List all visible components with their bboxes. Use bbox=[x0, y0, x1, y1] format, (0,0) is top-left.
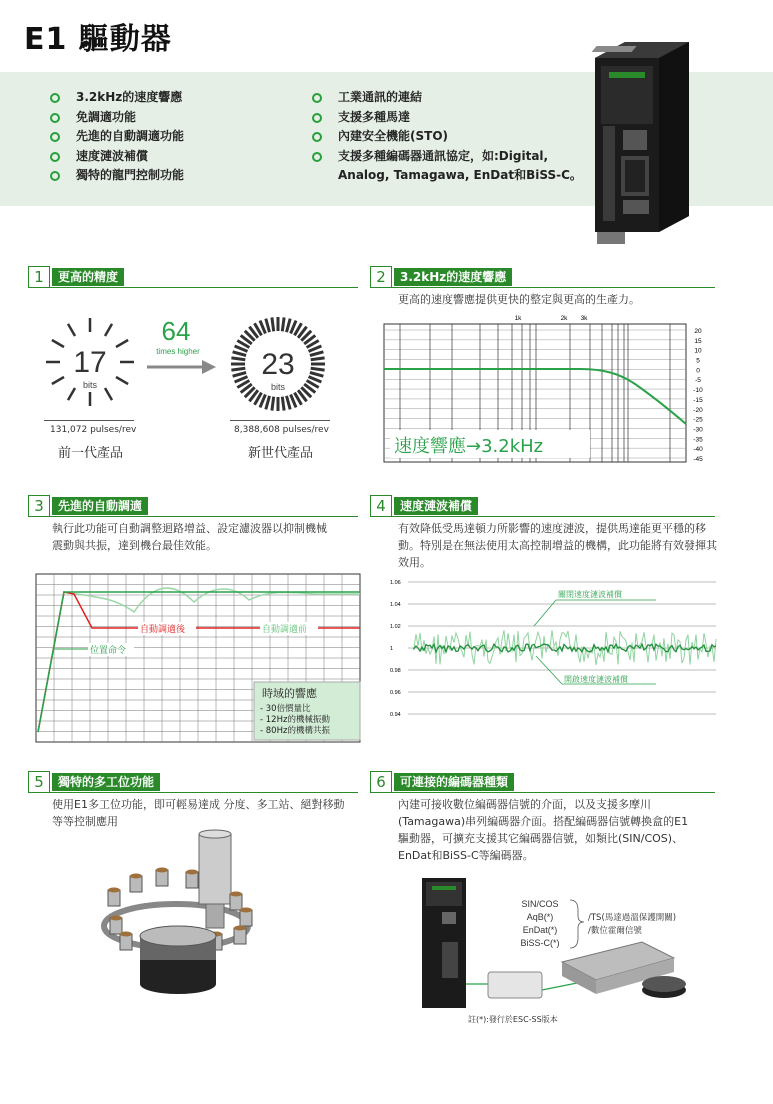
section-desc-line2: (Tamagawa)串列編碼器介面。搭配編碼器信號轉換盒的E1 bbox=[398, 815, 689, 828]
section-title: 更高的精度 bbox=[52, 268, 124, 286]
freq-tick-label: 1k bbox=[514, 315, 522, 322]
peg-top bbox=[156, 868, 168, 873]
info-box-item: - 30倍慣量比 bbox=[260, 704, 311, 714]
encoder-note-2: /數位霍爾信號 bbox=[588, 926, 642, 936]
peg-top bbox=[234, 926, 246, 931]
section-desc-line4: EnDat和BiSS-C等編碼器。 bbox=[398, 849, 534, 862]
y-tick-label: 1.02 bbox=[390, 624, 401, 630]
section-title: 3.2kHz的速度響應 bbox=[394, 268, 512, 286]
dial-tick bbox=[233, 352, 247, 356]
feature-item bbox=[312, 127, 582, 147]
arrow-head-icon bbox=[202, 360, 216, 374]
feature-label: 獨特的龍門控制功能 bbox=[76, 168, 185, 182]
brace bbox=[570, 900, 584, 948]
label-ripple-off: 關閉速度漣波補償 bbox=[558, 590, 622, 599]
section-number: 3 bbox=[28, 495, 50, 517]
encoder-type: AqB(*) bbox=[526, 912, 554, 922]
encoder-connection-diagram bbox=[412, 872, 712, 1017]
section-rule bbox=[28, 792, 358, 793]
label-command: 位置命令 bbox=[90, 646, 127, 656]
db-tick-label: 0 bbox=[696, 367, 700, 375]
section-desc-line1: 使用E1多工位功能，即可輕易達成 分度、多工站、絕對移動 bbox=[52, 798, 345, 811]
db-tick-label: -40 bbox=[693, 446, 703, 454]
section-desc-line1: 執行此功能可自動調整迴路增益、設定濾波器以抑制機械 bbox=[52, 522, 327, 535]
feature-item bbox=[50, 88, 184, 108]
old-bits-value: 17 bbox=[73, 346, 107, 379]
section-rule bbox=[370, 792, 715, 793]
bullet-circle-icon bbox=[50, 113, 60, 123]
encoder-note-1: /TS(馬達過溫保護開關) bbox=[588, 913, 677, 923]
old-caption: 前一代產品 bbox=[58, 446, 124, 461]
section-rule bbox=[370, 516, 715, 517]
feature-label: 支援多種編碼器通訊協定，如:Digital, bbox=[338, 148, 549, 163]
feature-item bbox=[312, 147, 582, 167]
feature-label: Analog, Tamagawa, EnDat和BiSS-C。 bbox=[338, 168, 582, 182]
multiplier-note: times higher bbox=[156, 347, 200, 356]
dial-tick bbox=[272, 317, 274, 331]
new-bits-unit: bits bbox=[270, 382, 286, 392]
feature-label: 工業通訊的連結 bbox=[338, 90, 423, 104]
feature-label: 先進的自動調適功能 bbox=[76, 129, 185, 143]
section-title: 速度漣波補償 bbox=[394, 497, 478, 515]
dial-tick bbox=[266, 396, 270, 410]
y-tick-label: 0.96 bbox=[390, 690, 401, 696]
section-title: 先進的自動調適 bbox=[52, 497, 148, 515]
bullet-circle-icon bbox=[50, 152, 60, 162]
peg-top bbox=[120, 932, 132, 937]
feature-item bbox=[312, 166, 582, 186]
peg-top bbox=[240, 908, 252, 913]
dial-tick bbox=[68, 324, 75, 336]
dial-tick bbox=[287, 396, 291, 410]
feature-label: 速度漣波補償 bbox=[76, 148, 149, 163]
y-tick-label: 1.06 bbox=[390, 580, 401, 586]
feature-list-right bbox=[312, 88, 582, 186]
y-tick-label: 0.94 bbox=[390, 712, 401, 718]
bode-chart bbox=[380, 312, 710, 472]
section-rule bbox=[370, 287, 715, 288]
resolution-diagram bbox=[44, 312, 344, 417]
dial-tick bbox=[266, 319, 270, 333]
dial-tick bbox=[105, 324, 112, 336]
bullet-circle-icon bbox=[50, 132, 60, 142]
feature-list-left bbox=[50, 88, 184, 186]
y-tick-label: 1 bbox=[390, 646, 394, 652]
new-pulses: 8,388,608 pulses/rev bbox=[234, 425, 329, 435]
dial-tick bbox=[231, 358, 245, 360]
feature-item bbox=[312, 108, 582, 128]
bullet-circle-icon bbox=[312, 152, 322, 162]
feature-item bbox=[50, 127, 184, 147]
dial-tick bbox=[105, 388, 112, 400]
section-number: 5 bbox=[28, 771, 50, 793]
freq-tick-label: 2k bbox=[560, 315, 568, 322]
peg-top bbox=[130, 874, 142, 879]
drive-product-image bbox=[585, 36, 695, 248]
info-box-title: 時域的響應 bbox=[262, 687, 317, 700]
db-tick-label: 10 bbox=[694, 347, 702, 355]
db-tick-label: 15 bbox=[694, 337, 702, 345]
section-desc-line3: 效用。 bbox=[398, 556, 431, 569]
dial-tick bbox=[311, 358, 325, 360]
label-after: 自動調適後 bbox=[140, 625, 186, 635]
label-before: 自動調適前 bbox=[262, 625, 308, 635]
bode-label: 速度響應→3.2kHz bbox=[394, 436, 544, 457]
section-desc-line2: 震動與共振，達到機台最佳效能。 bbox=[52, 539, 217, 552]
bullet-circle-icon bbox=[312, 113, 322, 123]
db-tick-label: -30 bbox=[693, 426, 703, 434]
section-desc-line1: 內建可接收數位編碼器信號的介面，以及支援多摩川 bbox=[398, 798, 651, 811]
section-desc-line3: 驅動器，可擴充支援其它編碼器信號，如類比(SIN/COS)、 bbox=[398, 832, 684, 845]
new-caption: 新世代產品 bbox=[248, 446, 314, 461]
label-ripple-on: 開啟速度漣波補償 bbox=[564, 675, 628, 684]
feature-label: 內建安全機能(STO) bbox=[338, 129, 448, 143]
dial-tick bbox=[272, 397, 274, 411]
section-number: 1 bbox=[28, 266, 50, 288]
feature-item bbox=[312, 88, 582, 108]
dial-tick bbox=[231, 368, 245, 370]
feature-label: 支援多種馬達 bbox=[338, 109, 411, 124]
multiplier-value: 64 bbox=[161, 316, 191, 346]
divider bbox=[44, 420, 134, 421]
time-response-chart bbox=[34, 572, 362, 744]
section-title: 可連接的編碼器種類 bbox=[394, 773, 514, 791]
section-desc-line1: 有效降低受馬達頓力所影響的速度漣波，提供馬達能更平穩的移 bbox=[398, 522, 706, 535]
peg-top bbox=[186, 870, 198, 875]
section-number: 4 bbox=[370, 495, 392, 517]
bullet-circle-icon bbox=[50, 171, 60, 181]
db-tick-label: -5 bbox=[695, 377, 701, 385]
old-pulses: 131,072 pulses/rev bbox=[50, 425, 137, 435]
dial-tick bbox=[52, 377, 64, 384]
dial-tick bbox=[116, 340, 128, 347]
divider bbox=[230, 420, 330, 421]
section-desc-line2: 動。特別是在無法使用太高控制增益的機構，此功能將有效發揮其 bbox=[398, 539, 717, 552]
peg-top bbox=[108, 888, 120, 893]
encoder-type: SIN/COS bbox=[521, 899, 559, 909]
section-rule bbox=[28, 516, 358, 517]
feature-label: 3.2kHz的速度響應 bbox=[76, 90, 183, 104]
db-tick-label: -35 bbox=[693, 436, 703, 444]
db-tick-label: -15 bbox=[693, 396, 703, 404]
db-tick-label: -10 bbox=[693, 387, 703, 395]
old-bits-unit: bits bbox=[82, 380, 98, 390]
section-desc-line2: 等等控制應用 bbox=[52, 815, 118, 828]
section-rule bbox=[28, 287, 358, 288]
dial-tick bbox=[310, 352, 324, 356]
bullet-circle-icon bbox=[312, 132, 322, 142]
peg-top bbox=[230, 892, 242, 897]
dial-tick bbox=[233, 373, 247, 377]
dial-tick bbox=[282, 317, 284, 331]
bullet-circle-icon bbox=[50, 93, 60, 103]
dial-tick bbox=[310, 373, 324, 377]
dial-tick bbox=[287, 319, 291, 333]
db-tick-label: 20 bbox=[694, 328, 702, 335]
dial-tick bbox=[282, 397, 284, 411]
y-tick-label: 0.98 bbox=[390, 668, 401, 674]
y-tick-label: 1.04 bbox=[390, 602, 401, 608]
feature-item bbox=[50, 166, 184, 186]
info-box-item: - 12Hz的機械振動 bbox=[260, 715, 330, 725]
peg-top bbox=[110, 916, 122, 921]
feature-item bbox=[50, 108, 184, 128]
dial-tick bbox=[311, 368, 325, 370]
ripple-chart bbox=[386, 578, 718, 718]
db-tick-label: -25 bbox=[693, 416, 703, 424]
bullet-circle-icon bbox=[312, 93, 322, 103]
new-bits-value: 23 bbox=[261, 348, 295, 381]
dial-tick bbox=[52, 340, 64, 347]
dial-tick bbox=[68, 388, 75, 400]
converter-box-image bbox=[488, 972, 542, 998]
encoder-type: BiSS-C(*) bbox=[520, 938, 560, 948]
section-number: 2 bbox=[370, 266, 392, 288]
multi-station-illustration bbox=[96, 824, 256, 1014]
info-box-item: - 80Hz的機構共振 bbox=[260, 726, 330, 736]
section-title: 獨特的多工位功能 bbox=[52, 773, 160, 791]
footnote: 註(*):發行於ESC-SS版本 bbox=[468, 1015, 558, 1024]
section-desc: 更高的速度響應提供更快的整定與更高的生產力。 bbox=[398, 293, 640, 306]
db-tick-label: -45 bbox=[693, 456, 703, 463]
page-title: E1 驅動器 bbox=[24, 22, 172, 57]
section-number: 6 bbox=[370, 771, 392, 793]
db-tick-label: 5 bbox=[696, 357, 700, 365]
freq-tick-label: 3k bbox=[580, 315, 588, 322]
feature-item bbox=[50, 147, 184, 167]
encoder-type: EnDat(*) bbox=[522, 925, 558, 935]
feature-label: 免調適功能 bbox=[76, 109, 137, 124]
dial-tick bbox=[116, 377, 128, 384]
db-tick-label: -20 bbox=[693, 406, 703, 414]
